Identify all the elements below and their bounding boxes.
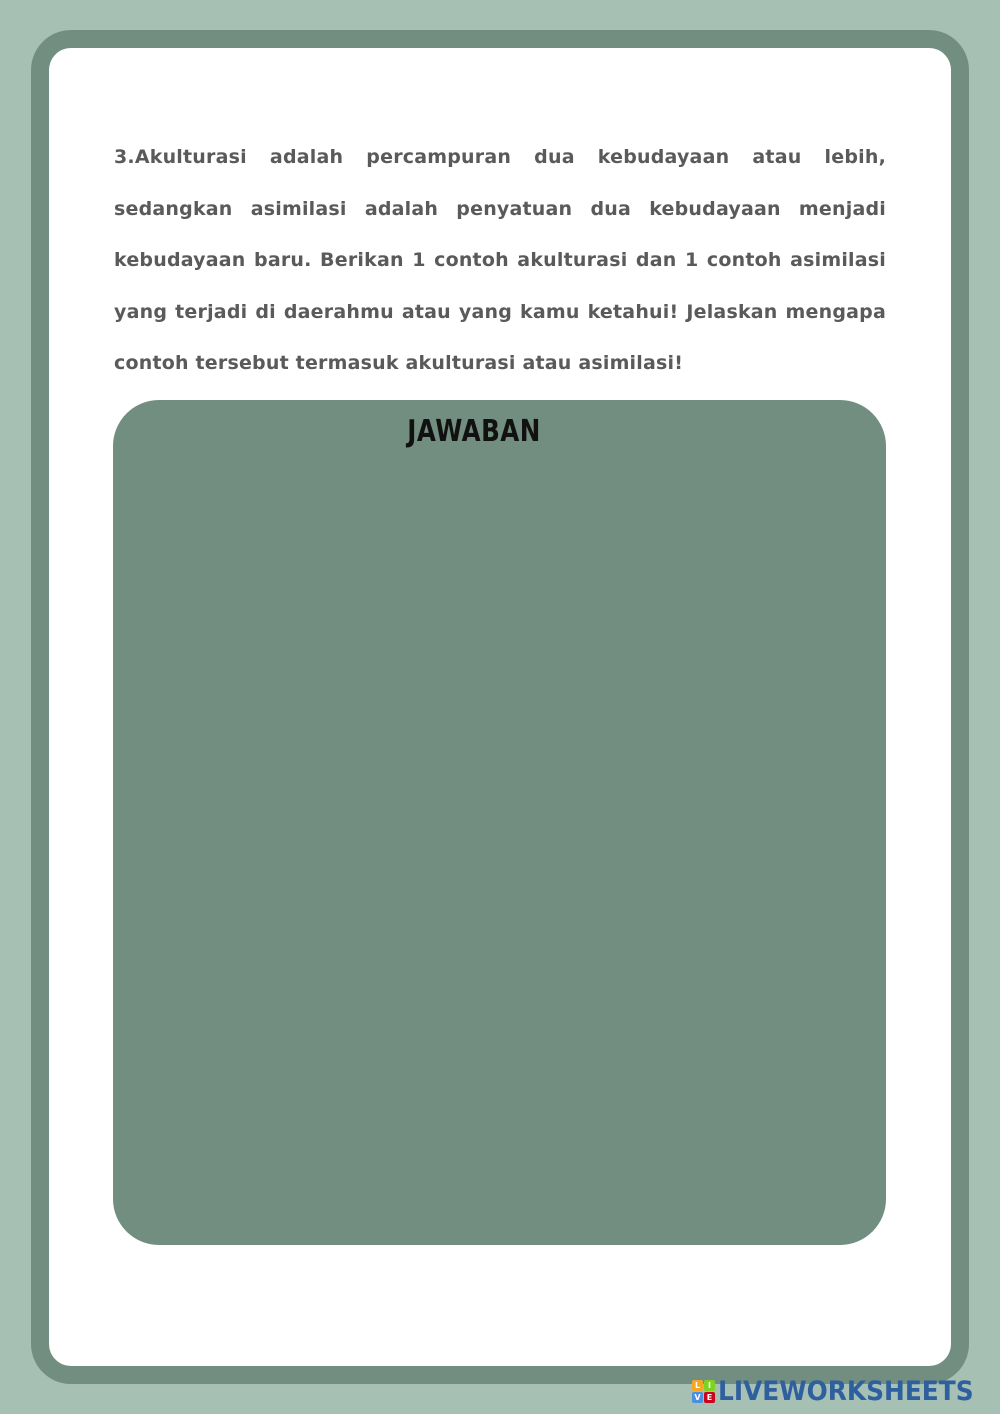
liveworksheets-logo-icon (692, 1380, 715, 1403)
logo-letter: I (704, 1380, 715, 1391)
brand-name: LIVEWORKSHEETS (718, 1375, 974, 1407)
question-text: 3.Akulturasi adalah percampuran dua kebudayaan atau lebih, sedangkan asimilasi adalah penyatuan dua kebudayaan menjadi kebudayaan baru. Berikan 1 contoh akulturasi dan 1 contoh asimilasi yang terjadi di daerahmu atau yang kamu ketahui! Jelaskan mengapa contoh tersebut termasuk akulturasi atau asimilasi! (114, 146, 886, 374)
liveworksheets-brand (692, 1374, 996, 1408)
logo-letter: E (704, 1392, 715, 1403)
logo-letter: V (692, 1392, 703, 1403)
logo-letter: L (692, 1380, 703, 1391)
answer-heading: JAWABAN (407, 414, 541, 449)
answer-input-area[interactable] (113, 400, 886, 1245)
